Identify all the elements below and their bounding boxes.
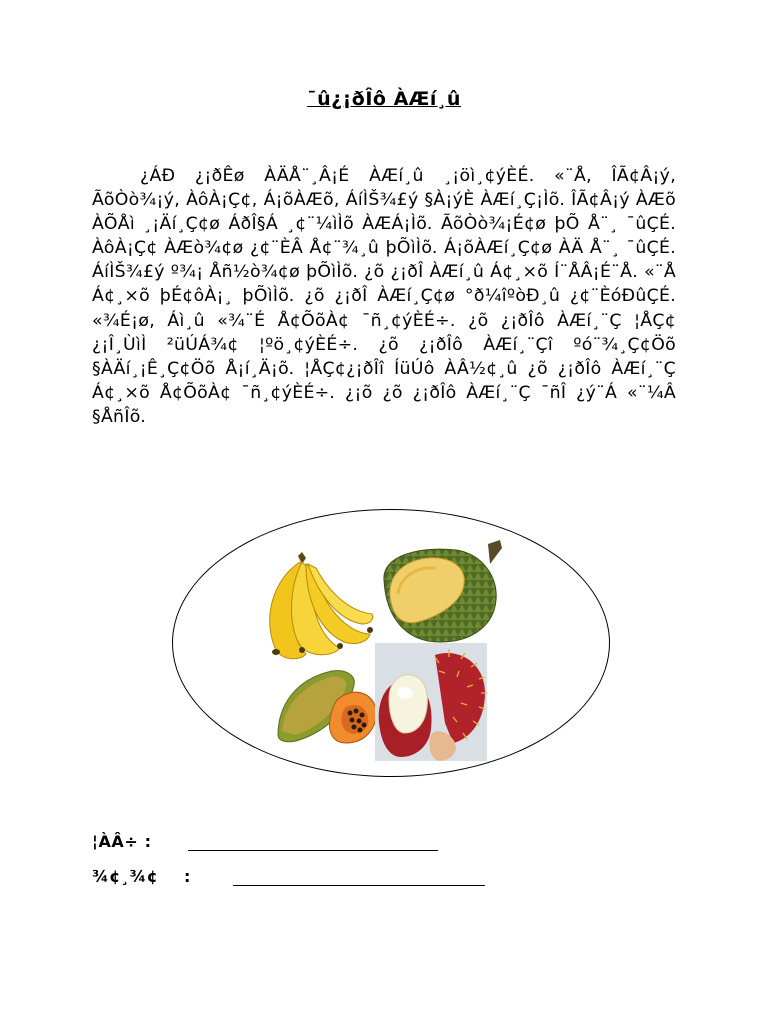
body-paragraph-container	[92, 164, 676, 429]
name-field-label: ¦ÀÂ÷ :	[92, 832, 152, 851]
papaya-icon	[276, 665, 378, 745]
page-title: ¯û¿¡ðÎô ÀÆí¸û	[307, 88, 461, 110]
rambutan-icon	[375, 643, 487, 761]
durian-icon	[378, 540, 504, 644]
name-field-line[interactable]	[188, 850, 438, 851]
date-field-label: ¾¢¸¾¢	[92, 867, 159, 886]
date-field-line[interactable]	[233, 885, 485, 886]
banana-icon	[262, 550, 374, 664]
body-paragraph: ¿ÁÐ ¿¡ðÊø ÀÄÅ¨¸Â¡É ÀÆí¸û ¸¡öì¸¢ýÈÉ. «¨Å, ÎÃ¢Â¡ý, ÃõÒò¾¡ý, ÀôÀ¡Ç¢, Á¡õÀÆõ, ÁíÌŠ¾£ý §À¡ýÈ ÀÆí¸Ç¡Ìõ. ÎÃ¢Â¡ý ÀÆõ ÀÕÅì ¸¡Äí¸Ç¢ø ÁðÎ§Á ¸¢¨¼ìÌõ ÀÆÁ¡Ìõ. ÃõÒò¾¡É¢ø þÕ Å¨¸ ¯ûÇÉ. ÀôÀ¡Ç¢ ÀÆò¾¢ø ¿¢¨ÈÂ Å¢¨¾¸û þÕìÌõ. Á¡õÀÆí¸Ç¢ø ÀÄ Å¨¸ ¯ûÇÉ. ÁíÌŠ¾£ý º¾¡ Åñ½ò¾¢ø þÕìÌõ. ¿õ ¿¡ðÎ ÀÆí¸û Á¢¸×õ Í¨ÅÂ¡É¨Å. «¨Å Á¢¸×õ þÉ¢ôÀ¡¸ þÕìÌõ. ¿õ ¿¡ðÎ ÀÆí¸Ç¢ø °ð¼îºòÐ¸û ¿¢¨ÈóÐûÇÉ. «¾É¡ø, Áì¸û «¾¨É Å¢ÕõÀ¢ ¯ñ¸¢ýÈÉ÷. ¿õ ¿¡ðÎô ÀÆí¸¨Ç ¦ÅÇ¢¿¡Î¸ÙìÌ ²üÚÁ¾¢ ¦ºö¸¢ýÈÉ÷. ¿õ ¿¡ðÎô ÀÆí¸¨Çî ºó¨¾¸Ç¢Öõ §ÀÄí¸¡Ê¸Ç¢Öõ Å¡í¸Ä¡õ. ¦ÅÇ¢¿¡ðÎî ÍüÚô ÀÂ½¢¸û ¿õ ¿¡ðÎô ÀÆí¸¨Ç Á¢¸×õ Å¢ÕõÀ¢ ¯ñ¸¢ýÈÉ÷. ¿¡õ ¿õ ¿¡ðÎô ÀÆí¸¨Ç ¯ñÎ ¿ý¨Á «¨¼Â §ÅñÎõ.	[92, 166, 676, 427]
rambutan-photo	[375, 643, 487, 761]
date-field-colon: :	[184, 867, 191, 886]
